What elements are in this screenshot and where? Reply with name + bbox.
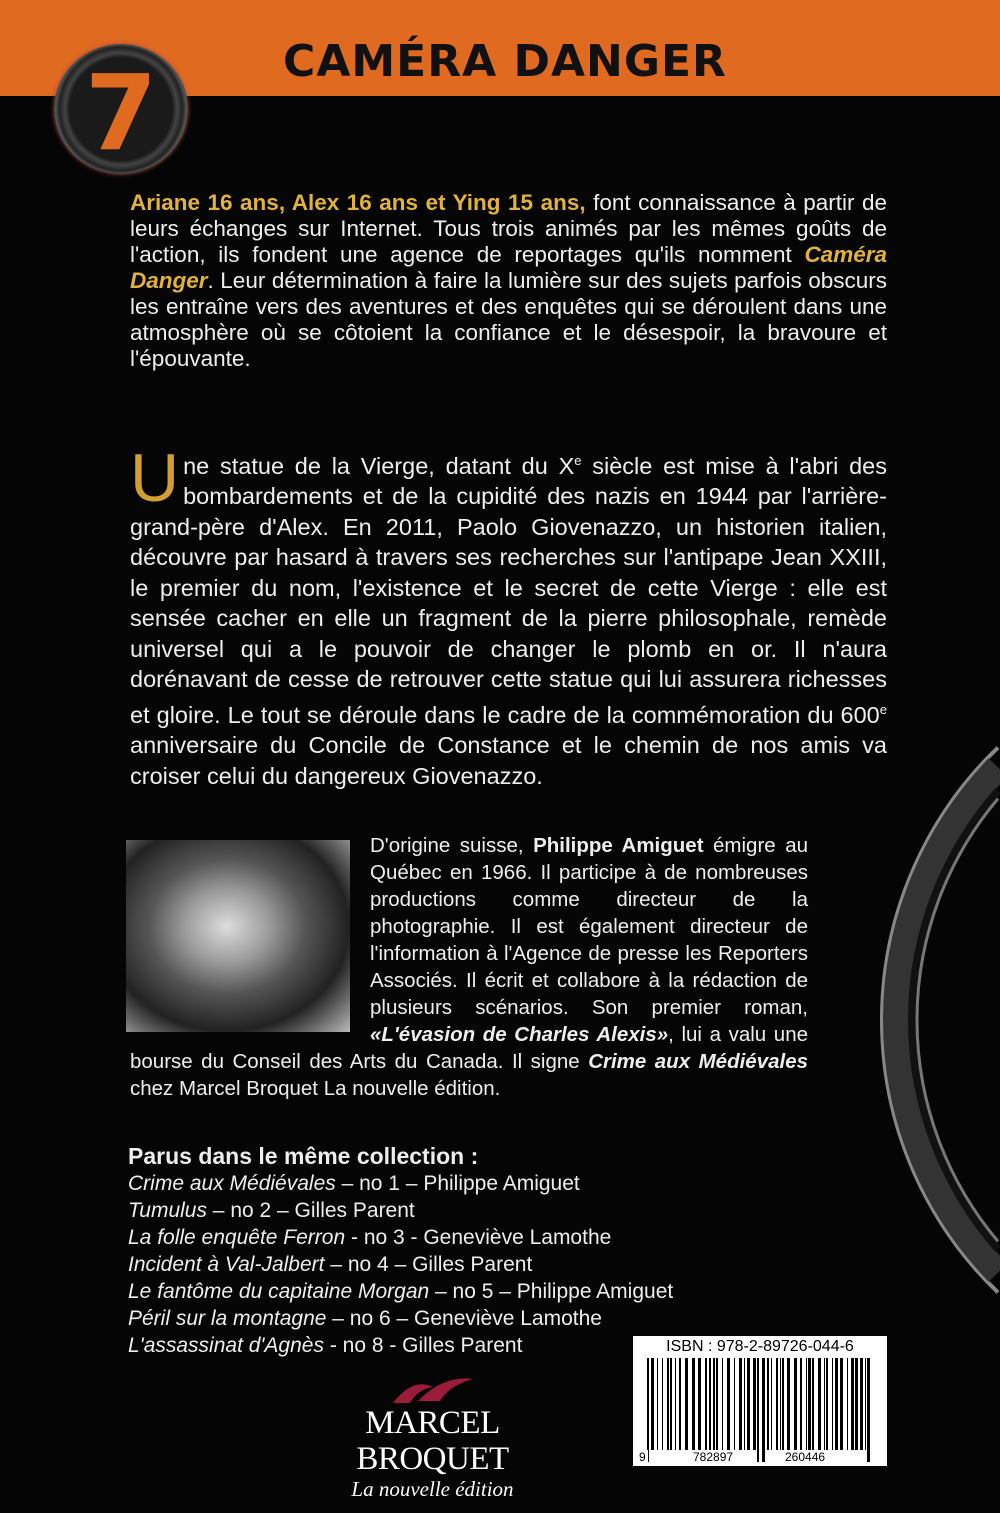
summary-text: font connaissance à partir de leurs échanges sur Internet. Tous trois animés par les mêmes goûts de l'action, ils fondent une agence de reportages qu'ils nomment: [130, 190, 887, 267]
series-title: CAMÉRA DANGER: [283, 36, 727, 87]
author-name: Philippe Amiguet: [533, 834, 704, 857]
bio-text: , lui a valu une bourse du Conseil des Arts du Canada. Il signe: [130, 1023, 808, 1073]
bar: [651, 1358, 654, 1450]
bar: [716, 1358, 718, 1450]
collection-title: Tumulus: [128, 1199, 207, 1222]
bar: [705, 1358, 707, 1450]
bar: [662, 1358, 663, 1450]
bar: [800, 1358, 802, 1450]
barcode-digit: 9: [639, 1450, 646, 1464]
bar: [780, 1358, 781, 1450]
drop-cap: U: [130, 440, 180, 516]
bar: [771, 1358, 772, 1450]
bar: [739, 1358, 742, 1450]
bio-text: D'origine suisse,: [370, 834, 534, 857]
bar: [867, 1358, 870, 1462]
publisher-subtitle: La nouvelle édition: [351, 1477, 514, 1501]
bar: [753, 1358, 756, 1450]
bar: [787, 1358, 790, 1450]
bar: [835, 1358, 838, 1450]
collection-info: – no 6 – Geneviève Lamothe: [326, 1307, 602, 1330]
summary-paragraph: [130, 190, 887, 372]
bar: [709, 1358, 711, 1450]
collection-info: – no 2 – Gilles Parent: [206, 1199, 415, 1222]
bar: [826, 1358, 828, 1450]
summary-text: . Leur détermination à faire la lumière sur des sujets parfois obscurs les entraîne vers des aventures et des enquêtes qui se déroulent dans une atmosphère où se côtoient la confiance et le désespoir, la bravoure et l'épouvante.: [130, 268, 887, 371]
collection-heading: Parus dans le même collection :: [128, 1143, 479, 1169]
bar: [855, 1358, 858, 1450]
characters-highlight: Ariane 16 ans, Alex 16 ans et Ying 15 ans,: [130, 190, 586, 215]
lens-badge: [54, 44, 188, 174]
bio-text: émigre au Québec en 1966. Il participe à de nombreuses productions comme directeur de la photographie. Il est également directeur de l'information à l'Agence de presse les Reporters Associés. Il écrit et collabore à la rédaction de plusieurs scénarios. Son premier roman,: [370, 834, 808, 1019]
collection-list: [128, 1142, 674, 1359]
plot-text: ne statue de la Vierge, datant du X: [183, 452, 575, 479]
bar: [794, 1358, 797, 1450]
collection-info: - no 8 - Gilles Parent: [323, 1334, 523, 1357]
brand-name: Caméra Danger: [130, 242, 887, 293]
bar: [824, 1358, 825, 1450]
bar: [840, 1358, 843, 1450]
bar: [675, 1358, 676, 1450]
bar: [667, 1358, 669, 1450]
collection-title: Crime aux Médiévales: [128, 1172, 336, 1195]
bar: [747, 1358, 750, 1450]
bar: [757, 1358, 759, 1462]
barcode: [633, 1336, 887, 1466]
collection-info: – no 1 – Philippe Amiguet: [335, 1172, 580, 1195]
publisher-name: MARCEL BROQUET: [356, 1405, 509, 1477]
collection-title: La folle enquête Ferron: [128, 1226, 346, 1249]
bar: [692, 1358, 695, 1450]
collection-info: – no 5 – Philippe Amiguet: [429, 1280, 674, 1303]
collection-info: – no 4 – Gilles Parent: [324, 1253, 533, 1276]
collection-item: [128, 1197, 628, 1224]
bar: [860, 1358, 863, 1450]
bar: [734, 1358, 735, 1450]
bar: [679, 1358, 681, 1450]
bar: [851, 1358, 854, 1450]
barcode-digits: 260446: [785, 1450, 826, 1464]
bar: [808, 1358, 811, 1450]
bar: [698, 1358, 701, 1450]
book-title: Crime aux Médiévales: [588, 1050, 808, 1073]
bar: [818, 1358, 821, 1450]
barcode-digits: 782897: [693, 1450, 734, 1464]
bar: [762, 1358, 765, 1462]
publisher-logo: [290, 1375, 575, 1502]
collection-item: [128, 1170, 628, 1197]
isbn-label: ISBN : 978-2-89726-044-6: [666, 1338, 854, 1355]
bar: [713, 1358, 715, 1450]
bar: [685, 1358, 688, 1450]
bar: [670, 1358, 672, 1450]
collection-title: Le fantôme du capitaine Morgan: [128, 1280, 430, 1303]
bar: [776, 1358, 778, 1450]
bar: [767, 1358, 769, 1450]
bar: [865, 1358, 866, 1450]
bio-text: chez Marcel Broquet La nouvelle édition.: [130, 1077, 501, 1100]
collection-item: [128, 1278, 674, 1305]
bar: [806, 1358, 807, 1450]
camera-lens-ring: [870, 640, 1000, 1400]
plot-text: anniversaire du Concile de Constance et le chemin de nos amis va croiser celui du dangereux Giovenazzo.: [130, 732, 887, 789]
author-bio: [130, 832, 808, 1102]
volume-number: 7: [84, 52, 158, 174]
collection-info: - no 3 - Geneviève Lamothe: [345, 1226, 612, 1249]
superscript: e: [574, 453, 582, 468]
bar: [847, 1358, 848, 1450]
collection-title: Incident à Val-Jalbert: [128, 1253, 325, 1276]
plot-paragraph: [130, 440, 887, 791]
collection-item: [128, 1305, 628, 1332]
bar: [832, 1358, 833, 1450]
bar: [657, 1358, 658, 1450]
bar: [782, 1358, 784, 1450]
bar: [647, 1358, 649, 1462]
collection-item: [128, 1224, 628, 1251]
collection-item: [128, 1332, 628, 1359]
bird-logo-icon: [388, 1375, 478, 1405]
bar: [722, 1358, 723, 1450]
collection-item: [128, 1251, 628, 1278]
collection-title: Péril sur la montagne: [128, 1307, 327, 1330]
collection-title: L'assassinat d'Agnès: [128, 1334, 324, 1357]
plot-text: siècle est mise à l'abri des bombardements et de la cupidité des nazis en 1944 par l'arrière-grand-père d'Alex. En 2011, Paolo Giovenazzo, un historien italien, découvre par hasard à travers ses recherches sur l'antipape Jean XXIII, le premier du nom, l'existence et le secret de cette Vierge : elle est sensée cacher en elle un fragment de la pierre philosophale, remède universel qui a le pouvoir de changer le plomb en or. Il n'aura dorénavant de cesse de retrouver cette statue qui lui assurera richesses et gloire. Le tout se déroule dans le cadre de la commémoration du 600: [130, 452, 887, 728]
bar: [744, 1358, 745, 1450]
bar: [727, 1358, 730, 1450]
barcode-bars: [647, 1358, 873, 1462]
book-title: «L'évasion de Charles Alexis»: [370, 1023, 669, 1046]
superscript: e: [879, 701, 887, 717]
bar: [812, 1358, 814, 1450]
